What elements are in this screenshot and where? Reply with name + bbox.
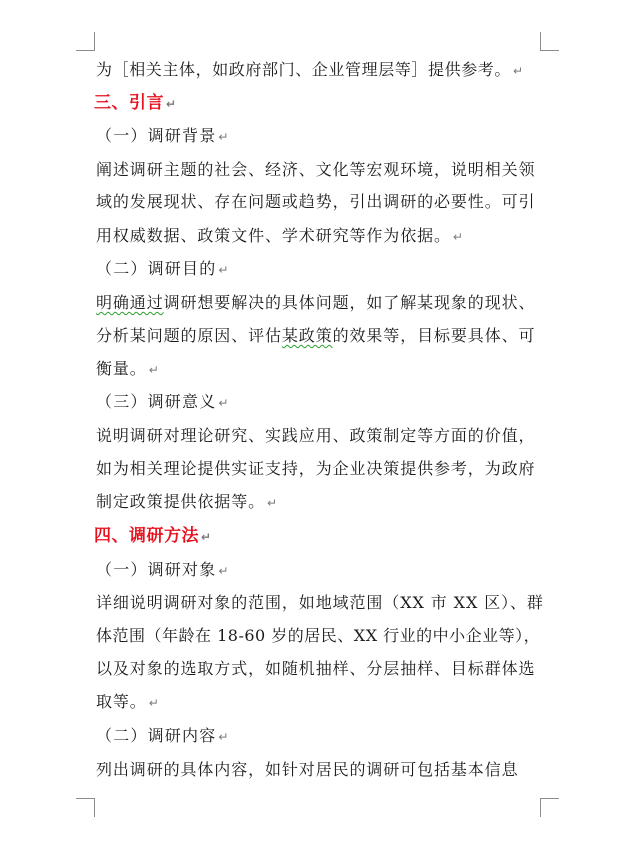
subsection-heading [96,126,230,147]
body-text: 以及对象的选取方式，如随机抽样、分层抽样、目标群体选 [96,659,536,678]
body-line [96,593,544,613]
crop-mark-bottom-right [540,798,559,817]
paragraph-mark-icon: ↵ [148,363,160,377]
body-line [96,626,540,646]
paragraph-mark-icon: ↵ [201,530,212,544]
paragraph-mark-icon: ↵ [166,97,177,111]
body-text: 取等。 [96,692,147,711]
body-text: 用权威数据、政策文件、学术研究等作为依据。 [96,226,451,245]
subheading-text: （二）调研目的 [96,259,217,278]
subheading-text: （一）调研背景 [96,126,217,145]
body-line [96,359,160,380]
body-line [96,492,278,513]
subsection-heading [96,726,230,747]
paragraph-mark-icon: ↵ [218,396,230,410]
body-text: 为［相关主体，如政府部门、企业管理层等］提供参考。 [96,60,512,79]
body-text: 衡量。 [96,359,147,378]
subsection-heading [96,560,230,581]
body-text: 的效果等，目标要具体、可 [332,326,536,345]
body-text: 列出调研的具体内容，如针对居民的调研可包括基本信息 [96,760,519,779]
subheading-text: （三）调研意义 [96,392,217,411]
crop-mark-top-right [540,32,559,51]
section-heading [94,92,177,115]
body-line [96,60,524,81]
body-line [96,226,464,247]
subheading-text: （一）调研对象 [96,560,217,579]
paragraph-mark-icon: ↵ [218,263,230,277]
body-text: 体范围（年龄在 18-60 岁的居民、XX 行业的中小企业等）， [96,626,541,645]
section-heading [94,525,212,548]
body-line [96,293,535,313]
subsection-heading [96,259,230,280]
subheading-text: （二）调研内容 [96,726,217,745]
spellcheck-flagged-text[interactable]: 明确通过 [96,293,164,312]
paragraph-mark-icon: ↵ [218,130,230,144]
subsection-heading [96,392,230,413]
paragraph-mark-icon: ↵ [218,730,230,744]
body-line [96,459,535,479]
body-line [96,192,535,212]
body-line [96,426,535,446]
crop-mark-top-left [76,32,95,51]
heading-text: 四、调研方法 [94,526,199,546]
body-text: 制定政策提供依据等。 [96,492,266,511]
heading-text: 三、引言 [94,93,164,113]
body-text: 分析某问题的原因、评估 [96,326,282,345]
crop-mark-bottom-left [76,798,95,817]
paragraph-mark-icon: ↵ [267,496,278,510]
paragraph-mark-icon: ↵ [218,564,230,578]
spellcheck-flagged-text[interactable]: 某政策 [281,326,333,345]
paragraph-mark-icon: ↵ [513,64,524,78]
body-text: 说明调研对理论研究、实践应用、政策制定等方面的价值， [96,426,536,445]
body-line [96,326,535,346]
paragraph-mark-icon: ↵ [452,230,464,244]
body-text: 调研想要解决的具体问题，如了解某现象的现状、 [163,293,536,312]
body-text: 阐述调研主题的社会、经济、文化等宏观环境，说明相关领 [96,160,536,179]
body-line [96,659,535,679]
body-text: 域的发展现状、存在问题或趋势，引出调研的必要性。可引 [96,192,536,211]
body-text: 详细说明调研对象的范围，如地域范围（XX 市 XX 区）、群 [96,593,544,612]
body-line [96,760,519,780]
paragraph-mark-icon: ↵ [148,696,160,710]
body-line [96,160,535,180]
body-text: 如为相关理论提供实证支持，为企业决策提供参考，为政府 [96,459,536,478]
body-line [96,692,160,713]
